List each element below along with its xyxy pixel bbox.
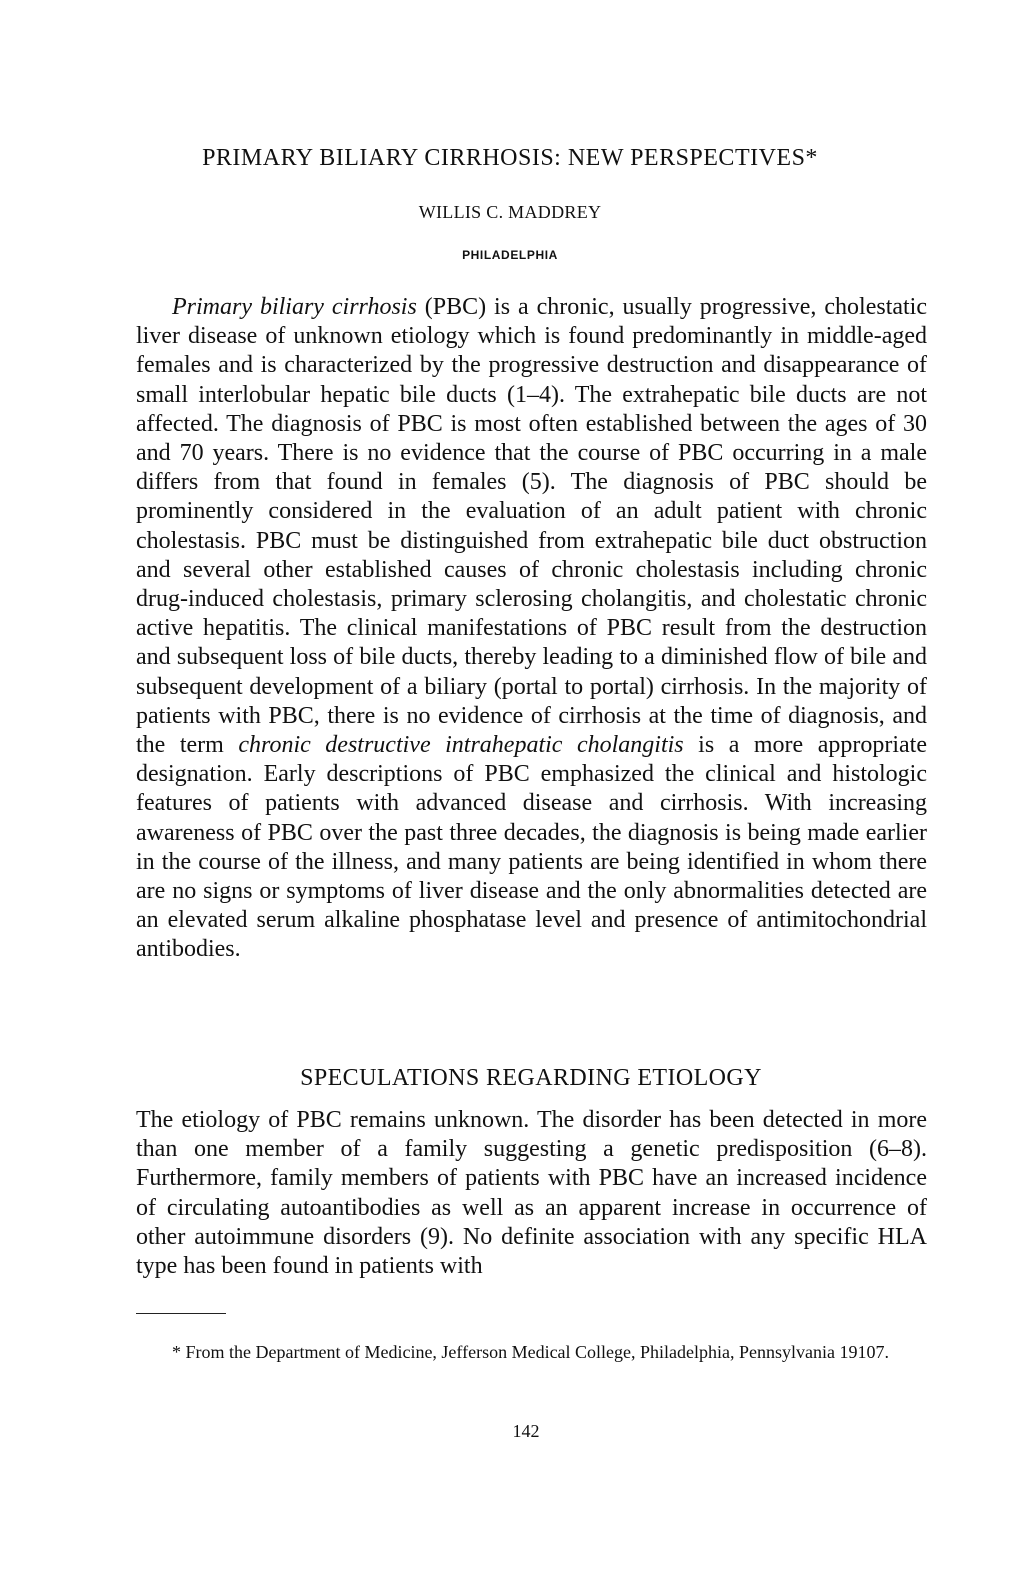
etiology-paragraph: The etiology of PBC remains unknown. The disorder has been detected in more than one member of a family suggesting a genetic predisposition (6–8). Furthermore, family members of patients with PBC have an increased incidence of circulating autoantibodies as well as an apparent increase in occurrence of other autoimmune disorders (9). No definite association with any specific HLA type has been found in patients with [136,1107,927,1280]
intro-italic-term: chronic destructive intrahepatic cholangitis [238,732,684,759]
author-location: PHILADELPHIA [462,248,558,262]
intro-paragraph [136,293,927,965]
intro-text-part-a: (PBC) is a chronic, usually progressive, cholestatic liver disease of unknown etiology which is found predominantly in middle-aged females and is characterized by the progressive destruction and disappearance of small interlobular hepatic bile ducts (1–4). The extrahepatic bile ducts are not affected. The diagnosis of PBC is most often established between the ages of 30 and 70 years. There is no evidence that the course of PBC occurring in a male differs from that found in females (5). The diagnosis of PBC should be prominently considered in the evaluation of an adult patient with chronic cholestasis. PBC must be distinguished from extrahepatic bile duct obstruction and several other established causes of chronic cholestasis including chronic drug-induced cholestasis, primary sclerosing cholangitis, and cholestatic chronic active hepatitis. The clinical manifestations of PBC result from the destruction and subsequent loss of bile ducts, thereby leading to a diminished flow of bile and subsequent development of a biliary (portal to portal) cirrhosis. In the majority of patients with PBC, there is no evidence of cirrhosis at the time of diagnosis, and the term [136,294,928,759]
author-name: WILLIS C. MADDREY [418,202,602,222]
page-number: 142 [512,1421,540,1441]
footnote-divider [136,1313,226,1314]
section-heading: SPECULATIONS REGARDING ETIOLOGY [300,1065,762,1091]
article-title: PRIMARY BILIARY CIRRHOSIS: NEW PERSPECTIVES* [202,145,818,171]
intro-lead-term: Primary biliary cirrhosis [172,294,417,320]
intro-text-part-b: is a more appropriate designation. Early descriptions of PBC emphasized the clinical and histologic features of patients with advanced disease and cirrhosis. With increasing awareness of PBC over the past three decades, the diagnosis is being made earlier in the course of the illness, and many patients are being identified in whom there are no signs or symptoms of liver disease and the only abnormalities detected are an elevated serum alkaline phosphatase level and presence of antimitochondrial antibodies. [136,732,927,963]
footnote: * From the Department of Medicine, Jefferson Medical College, Philadelphia, Pennsylvania 19107. [172,1342,890,1362]
